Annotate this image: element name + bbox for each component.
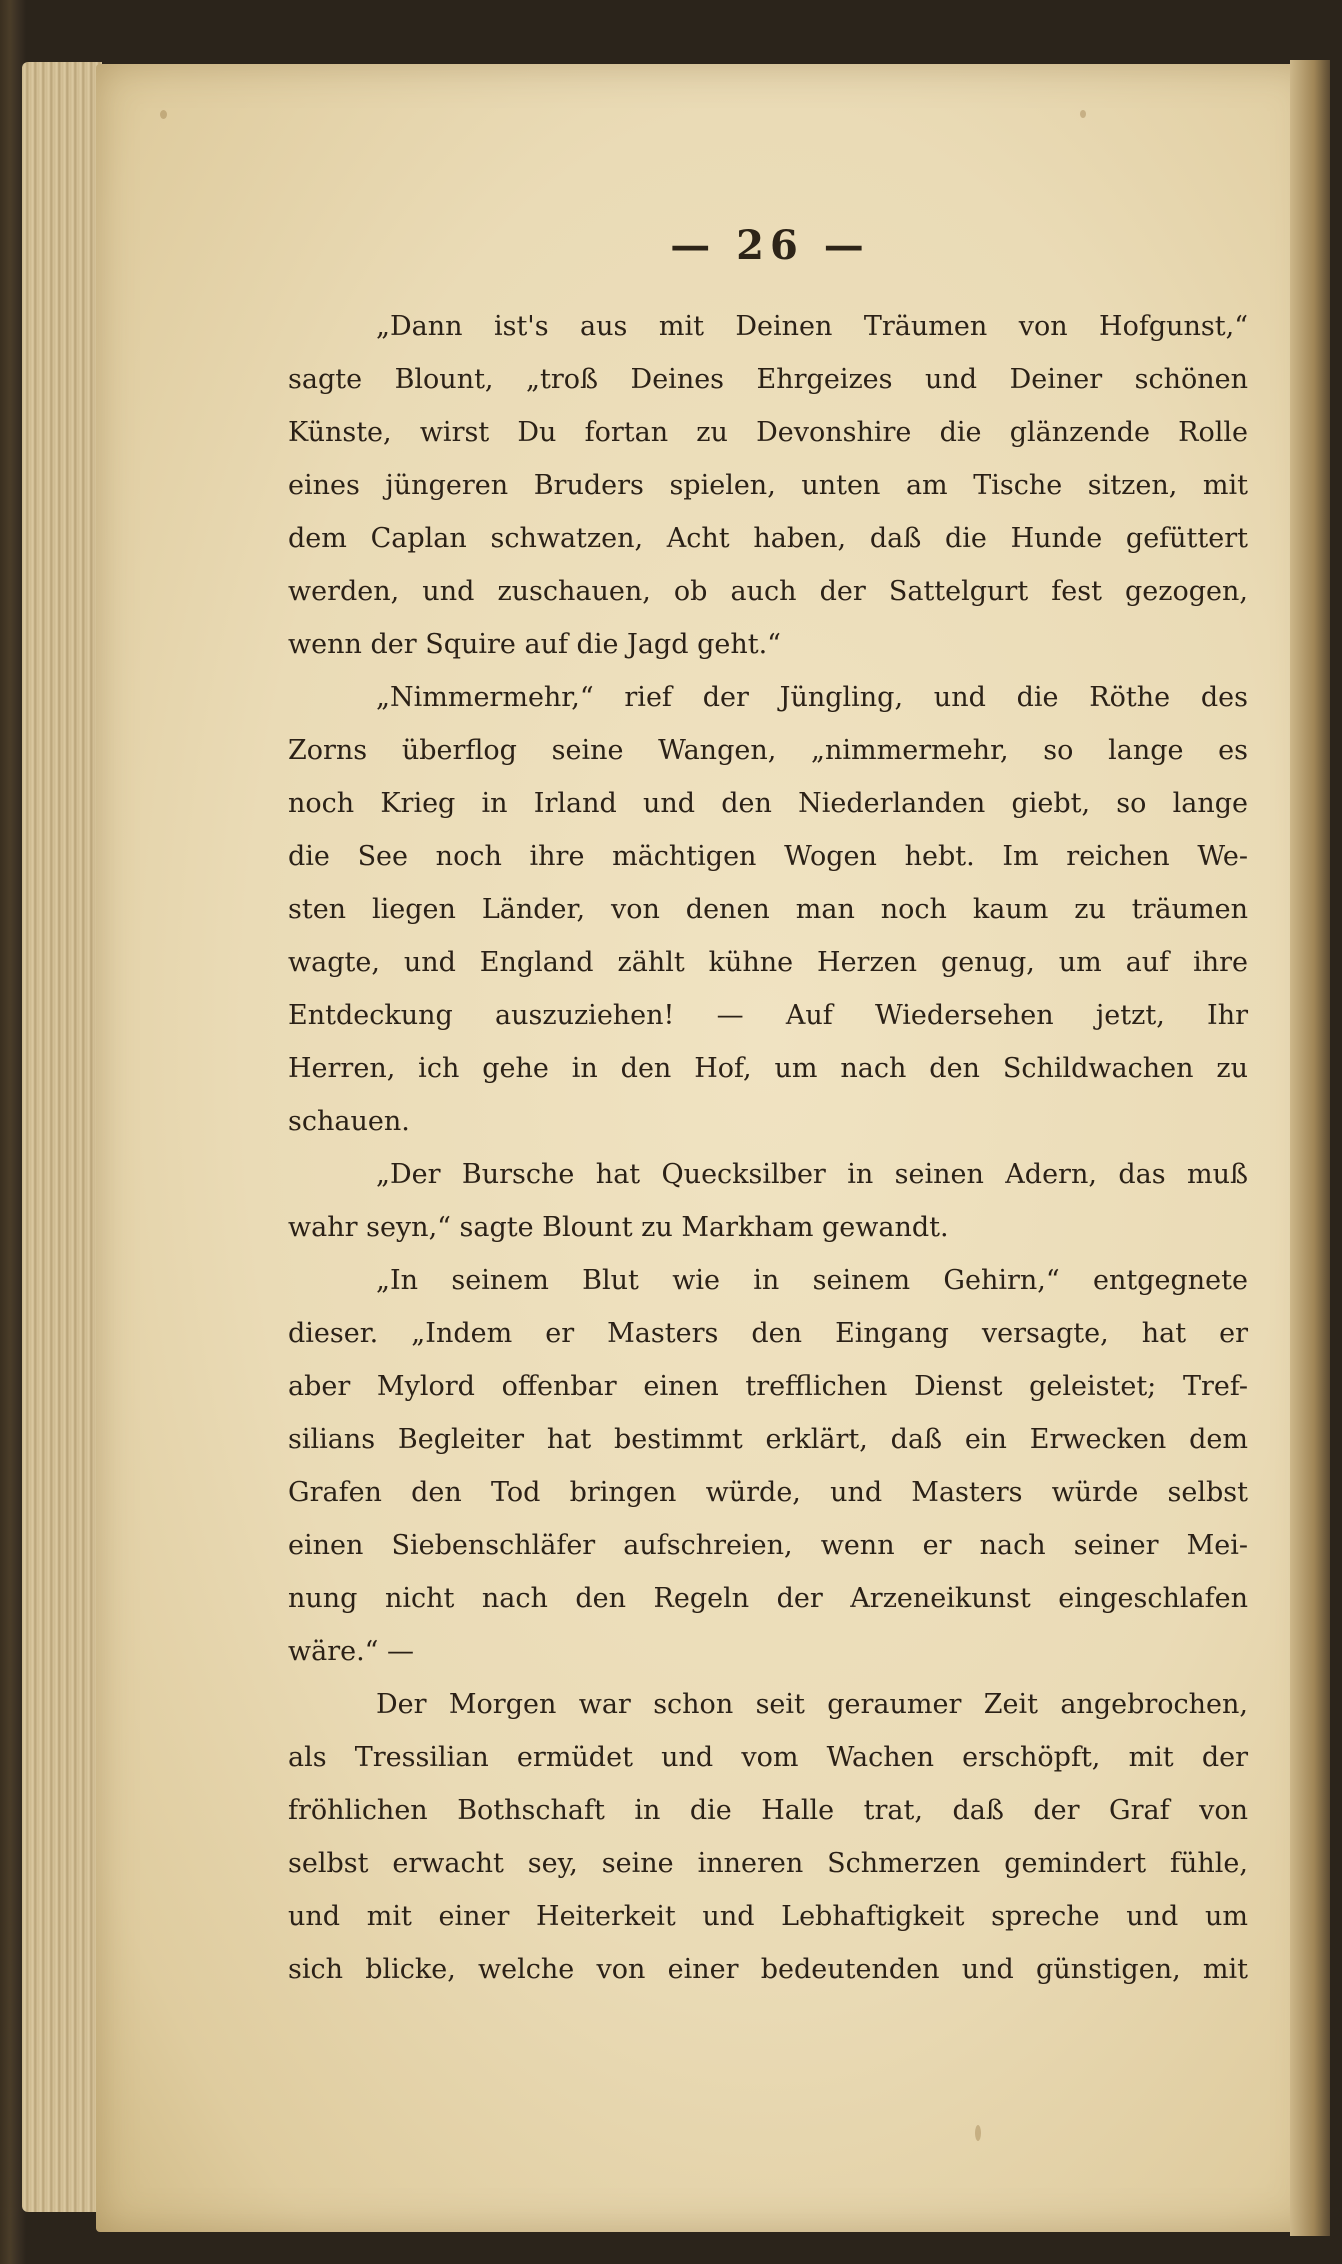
page-number: — 26 — bbox=[670, 222, 870, 269]
text-line: einen Siebenschläfer aufschreien, wenn er nach seiner Mei- bbox=[288, 1530, 1248, 1561]
text-line: fröhlichen Bothschaft in die Halle trat, daß der Graf von bbox=[288, 1795, 1248, 1826]
text-line: nung nicht nach den Regeln der Arzeneikunst eingeschlafen bbox=[288, 1583, 1248, 1614]
text-line: Der Morgen war schon seit geraumer Zeit angebrochen, bbox=[376, 1689, 1248, 1720]
text-line: „Nimmermehr,“ rief der Jüngling, und die Röthe des bbox=[376, 682, 1248, 713]
text-line: schauen. bbox=[288, 1106, 410, 1137]
text-line: Entdeckung auszuziehen! — Auf Wiedersehen jetzt, Ihr bbox=[288, 1000, 1248, 1031]
paper-stain bbox=[160, 110, 167, 119]
text-line: silians Begleiter hat bestimmt erklärt, daß ein Erwecken dem bbox=[288, 1424, 1248, 1455]
paragraph bbox=[288, 1254, 1248, 1678]
text-line: dieser. „Indem er Masters den Eingang versagte, hat er bbox=[288, 1318, 1248, 1349]
book-gutter bbox=[1290, 60, 1330, 2236]
body-text bbox=[288, 300, 1248, 1996]
text-line: und mit einer Heiterkeit und Lebhaftigkeit spreche und um bbox=[288, 1901, 1248, 1932]
text-line: werden, und zuschauen, ob auch der Sattelgurt fest gezogen, bbox=[288, 576, 1248, 607]
paragraph bbox=[288, 1678, 1248, 1996]
paper-stain bbox=[1080, 110, 1086, 118]
text-line: Künste, wirst Du fortan zu Devonshire die glänzende Rolle bbox=[288, 417, 1248, 448]
text-line: dem Caplan schwatzen, Acht haben, daß die Hunde gefüttert bbox=[288, 523, 1248, 554]
text-line: wenn der Squire auf die Jagd geht.“ bbox=[288, 629, 781, 660]
text-line: sagte Blount, „troß Deines Ehrgeizes und Deiner schönen bbox=[288, 364, 1248, 395]
paragraph bbox=[288, 1148, 1248, 1254]
text-line: „In seinem Blut wie in seinem Gehirn,“ entgegnete bbox=[376, 1265, 1248, 1296]
text-line: eines jüngeren Bruders spielen, unten am Tische sitzen, mit bbox=[288, 470, 1248, 501]
text-line: selbst erwacht sey, seine inneren Schmerzen gemindert fühle, bbox=[288, 1848, 1248, 1879]
text-line: Grafen den Tod bringen würde, und Masters würde selbst bbox=[288, 1477, 1248, 1508]
paragraph bbox=[288, 300, 1248, 671]
text-line: noch Krieg in Irland und den Niederlanden giebt, so lange bbox=[288, 788, 1248, 819]
text-line: wahr seyn,“ sagte Blount zu Markham gewandt. bbox=[288, 1212, 949, 1243]
text-line: aber Mylord offenbar einen trefflichen Dienst geleistet; Tref- bbox=[288, 1371, 1248, 1402]
text-line: Zorns überflog seine Wangen, „nimmermehr, so lange es bbox=[288, 735, 1248, 766]
page-stack-edges bbox=[22, 62, 102, 2212]
text-line: sten liegen Länder, von denen man noch kaum zu träumen bbox=[288, 894, 1248, 925]
text-line: sich blicke, welche von einer bedeutenden und günstigen, mit bbox=[288, 1954, 1248, 1985]
text-line: „Dann ist's aus mit Deinen Träumen von Hofgunst,“ bbox=[376, 311, 1248, 342]
text-line: wagte, und England zählt kühne Herzen genug, um auf ihre bbox=[288, 947, 1248, 978]
paragraph bbox=[288, 671, 1248, 1148]
paper-stain bbox=[975, 2125, 981, 2141]
text-line: als Tressilian ermüdet und vom Wachen erschöpft, mit der bbox=[288, 1742, 1248, 1773]
text-line: wäre.“ — bbox=[288, 1636, 415, 1667]
text-line: Herren, ich gehe in den Hof, um nach den Schildwachen zu bbox=[288, 1053, 1248, 1084]
text-line: „Der Bursche hat Quecksilber in seinen Adern, das muß bbox=[376, 1159, 1248, 1190]
text-line: die See noch ihre mächtigen Wogen hebt. Im reichen We- bbox=[288, 841, 1248, 872]
